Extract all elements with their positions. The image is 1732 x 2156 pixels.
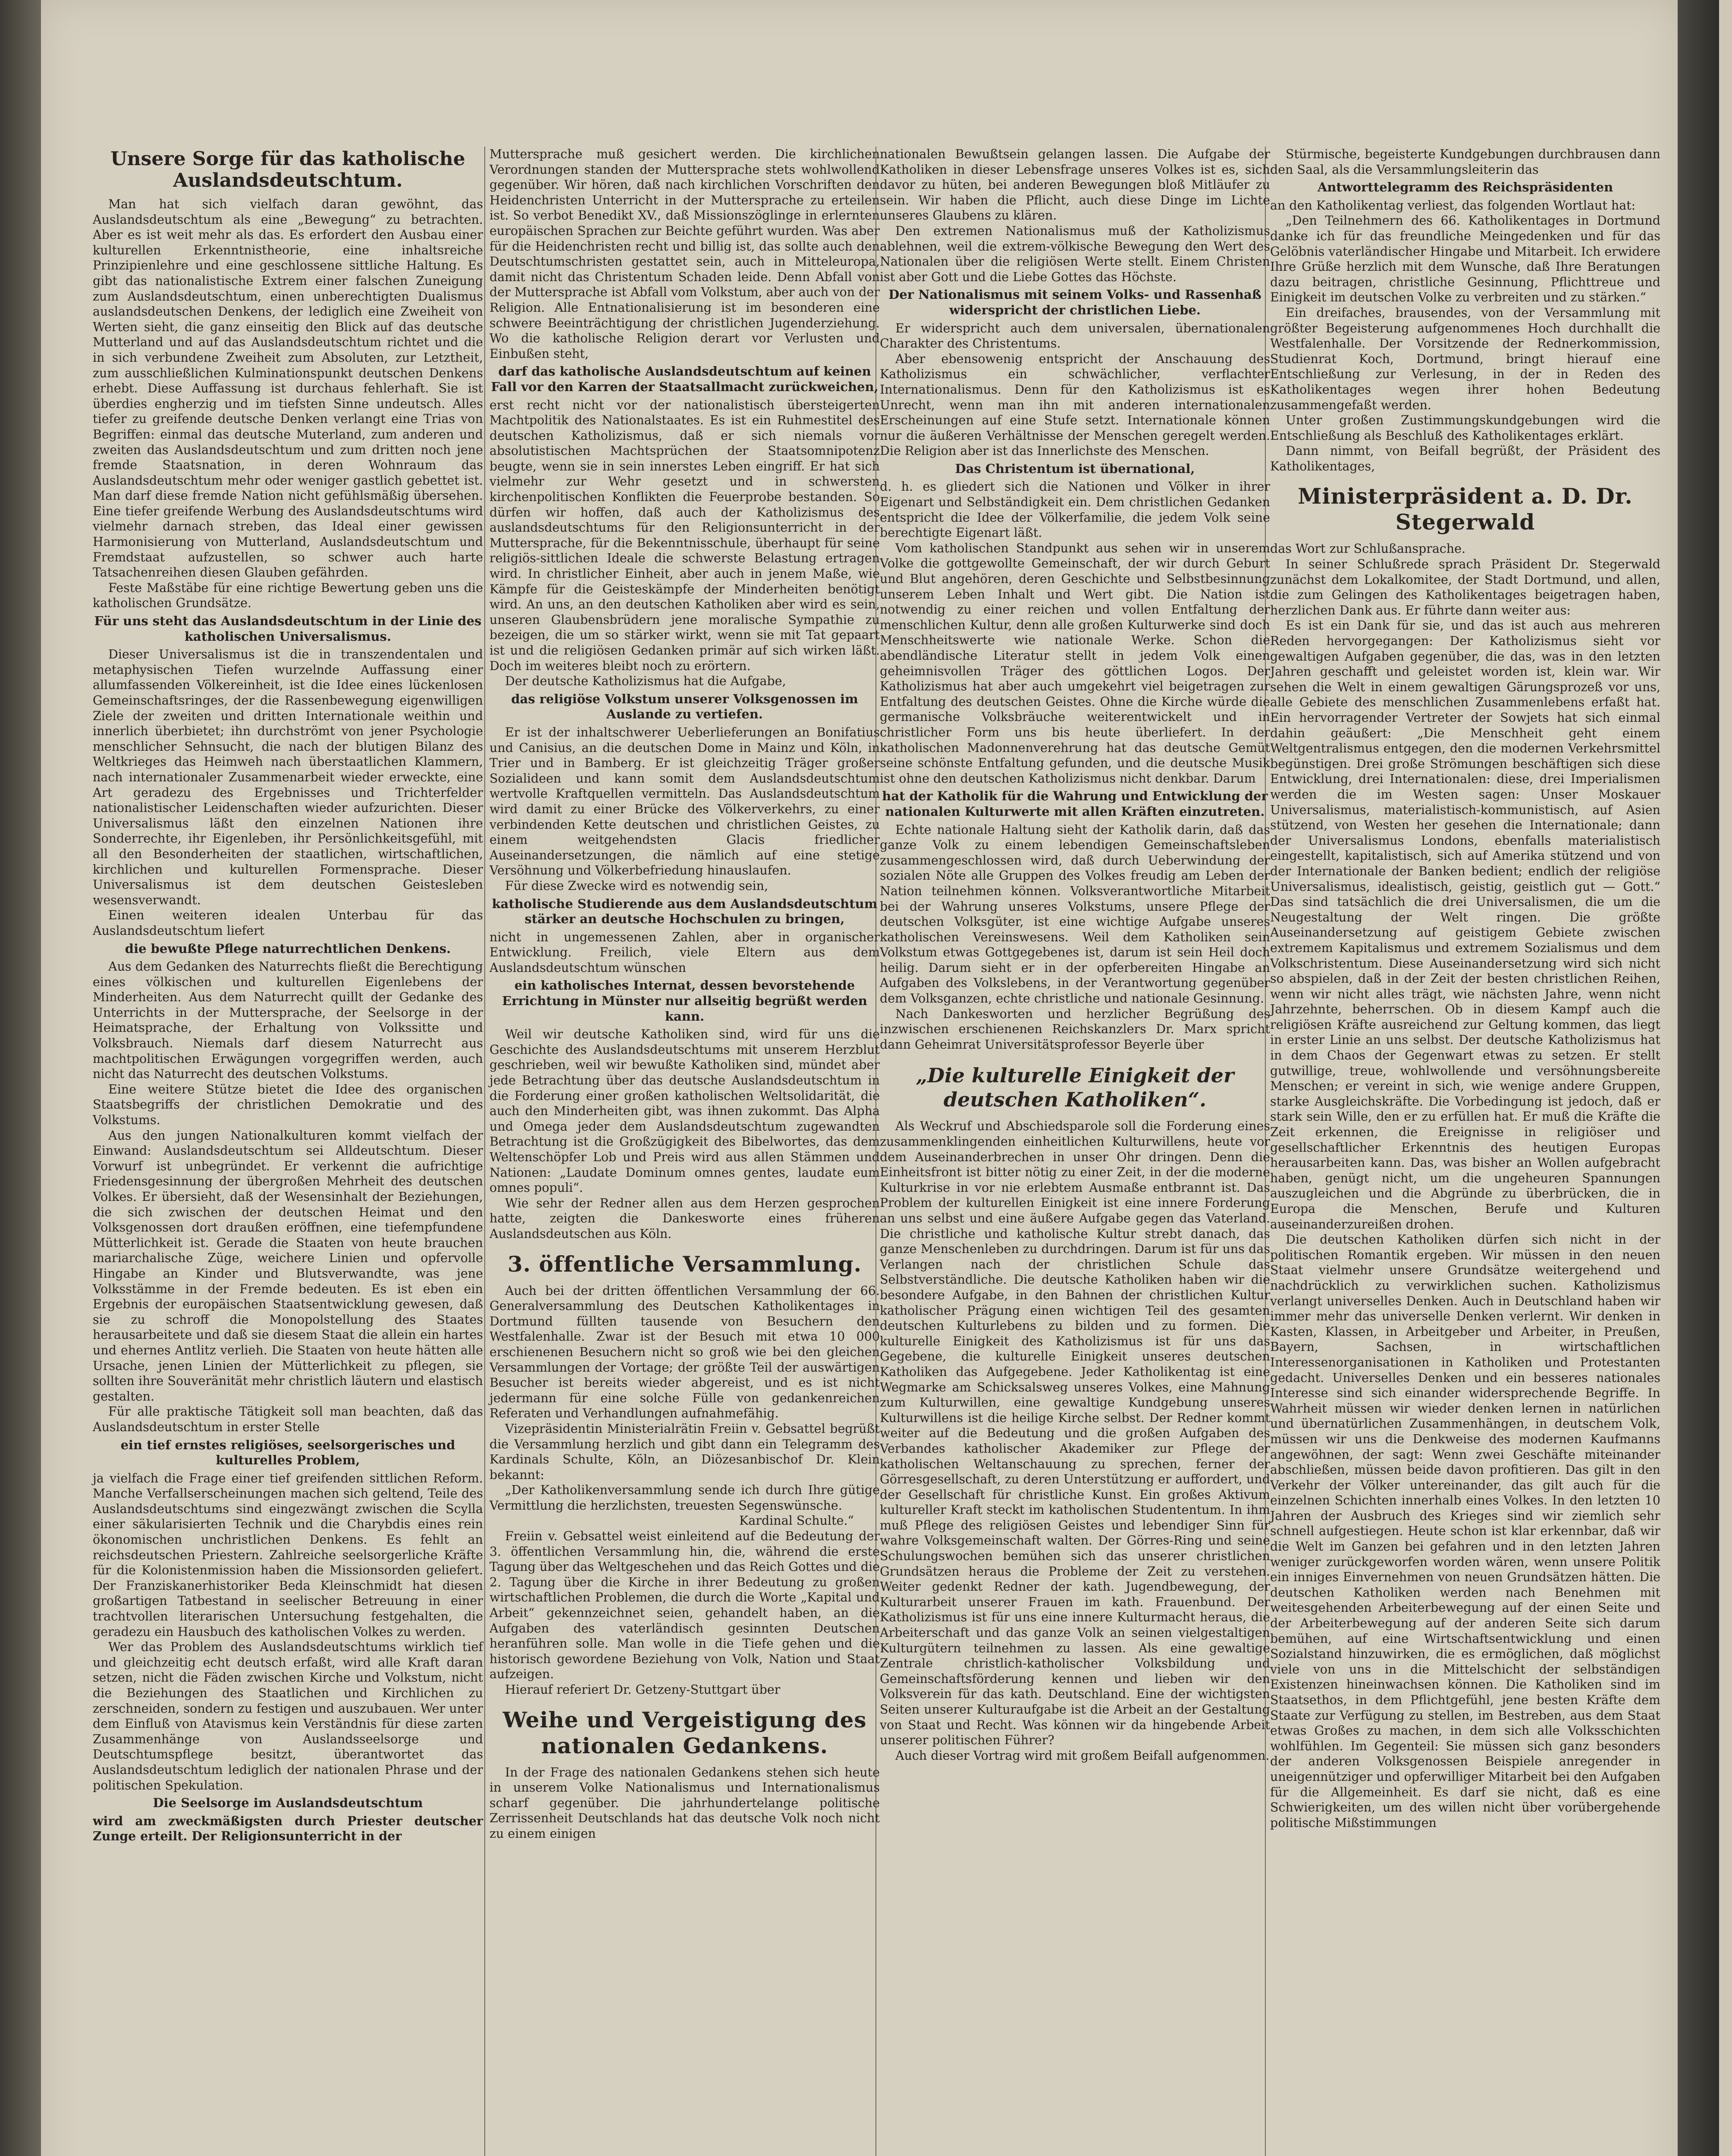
bold-subhead: Das Christentum ist übernational, bbox=[955, 461, 1195, 476]
paragraph: Er widerspricht auch dem universalen, übernationalen Charakter des Christentums. bbox=[880, 321, 1270, 351]
left-binding-shadow bbox=[0, 0, 41, 2156]
paragraph: an den Katholikentag verliest, das folgenden Wortlaut hat: bbox=[1270, 198, 1636, 213]
paragraph: das Wort zur Schlußansprache. bbox=[1270, 542, 1466, 556]
bold-subhead: hat der Katholik für die Wahrung und Entwicklung der nationalen Kulturwerte mit allen Kräften einzutreten. bbox=[882, 789, 1268, 819]
speaker-headline: Ministerpräsident a. D. Dr. Stegerwald bbox=[1298, 483, 1633, 535]
paragraph: Für diese Zwecke wird es notwendig sein, bbox=[505, 878, 769, 893]
bold-subhead: die bewußte Pflege naturrechtlichen Denkens. bbox=[125, 941, 451, 956]
section-headline: 3. öffentliche Versammlung. bbox=[507, 1251, 862, 1277]
paragraph: Wie sehr der Redner allen aus dem Herzen gesprochen hatte, zeigten die Dankesworte eines früheren Auslandsdeutschen aus Köln. bbox=[489, 1196, 880, 1241]
column-rule bbox=[484, 147, 485, 2156]
paragraph: erst recht nicht vor der nationalistisch übersteigerten Machtpolitik des Nationalstaates. Es ist ein Ruhmestitel des deutschen Katholizismus, daß er sich niemals vor absolutistischen Machtsprüchen der Staatsomnipotenz beugte, wenn sie in sein innerstes Leben eingriff. Er hat sich vielmehr zur Wehr gesetzt und in schwersten kirchenpolitischen Konflikten die Feuerprobe bestanden. So dürfen wir hoffen, daß auch der Katholizismus des auslandsdeutschtums für den Religionsunterricht in der Muttersprache, für die Bekenntnisschule, überhaupt für seine religiös-sittlichen Ideale die schwerste Belastung ertragen wird. In christlicher Einheit, aber auch in jenem Maße, wie Kämpfe für die Geisteskämpfe der Minderheiten benötigt wird. An uns, an den deutschen Katholiken aber wird es sein, unseren Glaubensbrüdern jene moralische Sympathie zu bezeigen, die um so stärker wirkt, wenn sie mit Tat gepaart ist und die religiösen Gedanken primär auf sich wirken läßt. Doch im weiteres bleibt noch zu erörtern. bbox=[489, 398, 880, 673]
paragraph: Aber ebensowenig entspricht der Anschauung des Katholizismus ein schwächlicher, verflachter Internationalismus. Denn für den Katholizismus ist es Unrecht, wenn man ihn mit anderen internationalen Erscheinungen auf eine Stufe setzt. Internationale können nur die äußeren Verhältnisse der Menschen geregelt werden. Die Religion aber ist das Innerlichste des Menschen. bbox=[880, 351, 1270, 458]
paragraph: Aus dem Gedanken des Naturrechts fließt die Berechtigung eines völkischen und kulturellen Eigenlebens der Minderheiten. Aus dem Naturrecht quillt der Gedanke des Unterrichts in der Muttersprache, der Seelsorge in der Heimatsprache, der Erhaltung von Volkssitte und Volksbrauch. Niemals darf diesem Naturrecht aus machtpolitischen Erwägungen vorgegriffen werden, auch nicht das Naturrecht des deutschen Volkstums. bbox=[93, 959, 483, 1081]
bold-subhead: Für uns steht das Auslandsdeutschtum in der Linie des katholischen Universalismus. bbox=[94, 614, 482, 644]
bold-subhead: katholische Studierende aus dem Auslandsdeutschtum stärker an deutsche Hochschulen zu bringen, bbox=[492, 896, 878, 927]
column-4 bbox=[1270, 147, 1660, 1830]
paragraph: Freiin v. Gebsattel weist einleitend auf die Bedeutung der 3. öffentlichen Versammlung hin, die, während die erste Tagung über das Weltgeschehen und das Reich Gottes und die 2. Tagung über die Kirche in ihrer Bedeutung zu großen wirtschaftlichen Problemen, die durch die Worte „Kapital und Arbeit“ gekennzeichnet seien, gehandelt haben, an die Aufgaben des vaterländisch gesinnten Deutschen heranführen solle. Man wolle in die Tiefe gehen und die historisch gewordene Beziehung von Volk, Nation und Staat aufzeigen. bbox=[489, 1529, 880, 1682]
paragraph: Feste Maßstäbe für eine richtige Bewertung geben uns die katholischen Grundsätze. bbox=[93, 580, 483, 611]
paragraph: nicht in ungemessenen Zahlen, aber in organischer Entwicklung. Freilich, viele Eltern aus dem Auslandsdeutschtum wünschen bbox=[489, 930, 880, 975]
bold-subhead: Der Nationalismus mit seinem Volks- und Rassenhaß widerspricht der christlichen Liebe. bbox=[888, 287, 1261, 317]
paragraph: Es ist ein Dank für sie, und das ist auch aus mehreren Reden hervorgegangen: Der Katholizismus sieht vor gewaltigen Aufgaben gegenüber, die das, was in den letzten Jahren geschafft und geleistet worden ist, klein war. Wir sehen die Welt in einem gewaltigen Gärungsprozeß vor uns, alle Gebiete des menschlichen Zusammenlebens erfaßt hat. Ein hervorragender Vertreter der Sowjets hat sich einmal dahin geäußert: „Die Menschheit geht einem Weltgentralismus entgegen, den die modernen Verkehrsmittel begünstigen. Drei große Strömungen beschäftigen sich diese Entwicklung, drei Internationalen: diese, drei Imperialismen werden die im Westen sagen: Unser Moskauer Universalismus, materialistisch-kommunistisch, auf Asien stützend, von Westen her gesehen die Internationale; dann der Universalismus Londons, ebenfalls materialistisch eingestellt, kapitalistisch, sich auf Amerika stützend und von der Internationale der Banken bedient; endlich der religiöse Universalismus, idealistisch, geistig, geistlich gut — Gott.“ Das sind tatsächlich die drei Universalismen, die um die Neugestaltung der Welt ringen. Die größte Auseinandersetzung auf geistigem Gebiete zwischen extremem Kapitalismus und extremem Sozialismus und dem Volkschristentum. Diese Auseinandersetzung wird sich nicht so abspielen, daß in der Zeit der besten christlichen Reihen, wenn wir nicht alles trägt, wie nächsten Jahre, wenn nicht Jahrzehnte, beherrschen. Ob in diesem Kampf auch die religiösen Kräfte ausreichend zur Geltung kommen, das liegt in erster Linie an uns selbst. Der deutsche Katholizismus hat in dem Chaos der Gegenwart etwas zu setzen. Er stellt gutwillige, treue, wohlwollende und versöhnungsbereite Menschen; er vereint in sich, wie wenige andere Gruppen, starke Ausgleichskräfte. Die Vorbedingung ist jedoch, daß er stark sein Wille, den er zu erfüllen hat. Er muß die Kräfte die Zeit erkennen, die Ereignisse in religiöser und gesellschaftlicher Erkenntnis des heutigen Europas herausarbeiten kann. Das, was bisher an Wollen aufgebracht haben, genügt nicht, um die ungeheuren Spannungen auszugleichen und die Abgründe zu überbrücken, die in Europa die Menschen, Berufe und Kulturen auseinanderzureißen drohen. bbox=[1270, 618, 1660, 1232]
telegram-quote: „Der Katholikenversammlung sende ich durch Ihre gütige Vermittlung die herzlichsten, treuesten Segenswünsche. bbox=[489, 1483, 880, 1513]
paragraph: Den extremen Nationalismus muß der Katholizismus ablehnen, weil die extrem-völkische Bewegung den Wert des Nationalen über die religiösen Werte stellt. Einem Christen ist aber Gott und die Liebe Gottes das Höchste. bbox=[880, 223, 1270, 284]
paragraph: ja vielfach die Frage einer tief greifenden sittlichen Reform. Manche Verfallserscheinungen machen sich geltend, Teile des Auslandsdeutschtums sind eingezwängt zwischen die Scylla einer säkularisierten Technik und die Charybdis eines rein ökonomischen unchristlichen Denkens. Es fehlt an reichsdeutschen Priestern. Zahlreiche seelsorgerliche Kräfte für die Kolonistenmission haben die Missionsorden geliefert. Der Franziskanerhistoriker Beda Kleinschmidt hat diesen großartigen Tatbestand in seelischer Betreuung in einer trachtvollen literarischen Untersuchung festgehalten, die geradezu ein Hausbuch des katholischen Volkes zu werden. bbox=[93, 1471, 483, 1639]
telegram-signature: Kardinal Schulte.“ bbox=[739, 1514, 854, 1528]
telegram-quote: „Den Teilnehmern des 66. Katholikentages in Dortmund danke ich für das freundliche Meingedenken und für das Gelöbnis vaterländischer Hingabe und Mitarbeit. Ich erwidere Ihre Grüße herzlich mit dem Wunsche, daß Ihre Beratungen dazu beitragen, christliche Gesinnung, Pflichttreue und Einigkeit im deutschen Volke zu verbreiten und zu stärken.“ bbox=[1270, 213, 1660, 305]
adjacent-page-edge bbox=[1719, 0, 1732, 2156]
paragraph: nationalen Bewußtsein gelangen lassen. Die Aufgabe der Katholiken in dieser Lebensfrage unseres Volkes ist es, sich davor zu hüten, bei anderen Bewegungen bloß Mitläufer zu sein. Wir haben die Pflicht, auch diese Dinge im Lichte unseres Glaubens zu klären. bbox=[880, 147, 1270, 223]
paragraph: Wer das Problem des Auslandsdeutschtums wirklich tief und gleichzeitig echt deutsch erfaßt, wird alle Kraft daran setzen, nicht die Fäden zwischen Kirche und Volkstum, nicht die Beziehungen des Staatlichen und Kirchlichen zu zerschneiden, sondern zu festigen und auszubauen. Wer unter dem Einfluß von Atavismus kein Verständnis für diese zarten Zusammenhänge von Auslandsseelsorge und Deutschtumspflege besitzt, überantwortet das Auslandsdeutschtum lediglich der nationalen Phrase und der politischen Spekulation. bbox=[93, 1640, 483, 1792]
column-3 bbox=[880, 147, 1270, 1763]
paragraph: Weil wir deutsche Katholiken sind, wird für uns die Geschichte des Auslandsdeutschtums mit unserem Herzblut geschrieben, weil wir bewußte Katholiken sind, mündet aber jede Betrachtung über das deutsche Auslandsdeutschtum in die Forderung einer großen katholischen Weltsolidarität, die auch den Minderheiten gibt, was ihnen zukommt. Das Alpha und Omega jeder dem Auslandsdeutschtum zugewandten Betrachtung ist die Großzügigkeit des Bibelwortes, das dem Weltenschöpfer Lob und Preis wird aus allen Stämmen und Nationen: „Laudate Dominum omnes gentes, laudate eum omnes populi“. bbox=[489, 1027, 880, 1195]
bold-subhead: ein katholisches Internat, dessen bevorstehende Errichtung in Münster nur allseitig begrüßt werden kann. bbox=[502, 978, 867, 1024]
lecture-headline: „Die kulturelle Einigkeit der deutschen Katholiken“. bbox=[916, 1064, 1234, 1112]
paragraph: Hierauf referiert Dr. Getzeny-Stuttgart über bbox=[505, 1683, 781, 1697]
paragraph: Man hat sich vielfach daran gewöhnt, das Auslandsdeutschtum als eine „Bewegung“ zu betrachten. Aber es ist weit mehr als das. Es erfordert den Ausbau einer kulturellen Erkenntnistheorie, eine inhaltsreiche Prinzipienlehre und eine geschlossene sittliche Haltung. Es gibt das nationalistische Extrem einer falschen Zuneigung zum Auslandsdeutschtum, einen unberechtigten Dualismus auslandsdeutschen Denkens, der lediglich eine Zweiheit von Werten sieht, die ganz einseitig den Blick auf das deutsche Mutterland und auf das Auslandsdeutschtum richtet und die in sich verbundene Zweiheit zum Absoluten, zur Letztheit, zum ausschließlichen Kulminationspunkt deutschen Denkens erhebt. Diese Auffassung ist durchaus fehlerhaft. Sie ist überdies engherzig und im tiefsten Sinne undeutsch. Alles tiefer zu greifende deutsche Denken verlangt eine Trias von Begriffen: einmal das deutsche Muterland, zum anderen und zweiten das Auslandsdeutschtum und zum dritten noch jene fremde Staatsnation, in deren Wohnraum das Auslandsdeutschtum mehr oder weniger gastlich gebettet ist. Man darf diese fremde Nation nicht gefühlsmäßig übersehen. Eine tiefer greifende Werbung des Auslandsdeutschtums wird vielmehr darnach streben, das Ideal einer gewissen Harmonisierung von Mutterland, Auslandsdeutschtum und Fremdstaat aufzustellen, so schwer auch harte Tatsachenreihen diesen Glauben gefährden. bbox=[93, 197, 483, 580]
paragraph: Vizepräsidentin Ministerialrätin Freiin v. Gebsattel begrüßt die Versammlung herzlich und gibt dann ein Telegramm des Kardinals Schulte, Köln, an Diözesanbischof Dr. Klein bekannt: bbox=[489, 1421, 880, 1482]
paragraph: Eine weitere Stütze bietet die Idee des organischen Staatsbegriffs der christlichen Demokratie und des Volkstums. bbox=[93, 1082, 483, 1128]
bold-subhead: Die Seelsorge im Auslandsdeutschtum bbox=[153, 1796, 423, 1811]
bold-subhead: ein tief ernstes religiöses, seelsorgerisches und kulturelles Problem, bbox=[120, 1437, 455, 1468]
paragraph: d. h. es gliedert sich die Nationen und Völker in ihrer Eigenart und Selbständigkeit ein. Dem christlichen Gedanken entspricht die Idee der Völkerfamilie, die jedem Volk seine berechtigte Eigenart läßt. bbox=[880, 479, 1270, 540]
column-1 bbox=[93, 147, 483, 1844]
paragraph-bold-tail: wird am zweckmäßigsten durch Priester deutscher Zunge erteilt. Der Religionsunterricht in der bbox=[93, 1813, 483, 1844]
paragraph: Dieser Universalismus ist die in transzendentalen und metaphysischen Tiefen wurzelnde Auffassung einer allumfassenden Völkereinheit, ist die Idee eines lückenlosen Gemeinschaftsringes, der die Rassenbewegung eigenwilligen Ziele der zweiten und dritten Internationale weithin und innerlich überbietet; ihn durchströmt von jener Psychologie menschlicher Sehnsucht, die nach der blutigen Bilanz des Weltkrieges das Heimweh nach überstaatlichen Klammern, nach internationaler Zusammenarbeit wieder erweckte, eine Art geradezu des Ergebnisses und Trichterfelder nationalistischer Leidenschaften wieder aufzurichten. Dieser Universalismus läßt den einzelnen Nationen ihre Sonderrechte, ihr Eigenleben, ihr Persönlichkeitsgefühl, mit all den Besonderheiten der staatlichen, wirtschaftlichen, kirchlichen und kulturellen Formensprache. Dieser Universalismus ist dem deutschen Geistesleben wesensverwandt. bbox=[93, 647, 483, 907]
bold-subhead: das religiöse Volkstum unserer Volksgenossen im Auslande zu vertiefen. bbox=[511, 691, 858, 722]
paragraph: Auch bei der dritten öffentlichen Versammlung der 66. Generalversammlung des Deutschen Katholikentages in Dortmund füllten tausende von Besuchern den Westfalenhalle. Zwar ist der Besuch mit etwa 10 000 erschienenen Besuchern nicht so groß wie bei den gleichen Versammlungen der Vortage; der größte Teil der auswärtigen Besucher ist bereits wieder abgereist, und es ist nicht jedermann für eine solche Fülle von gedankenreichen Referaten und Verhandlungen aufnahmefähig. bbox=[489, 1283, 880, 1421]
paragraph: In der Frage des nationalen Gedankens stehen sich heute in unserem Volke Nationalismus und Internationalismus scharf gegenüber. Die jahrhundertelange politische Zerrissenheit Deutschlands hat das deutsche Volk noch nicht zu einem einigen bbox=[489, 1765, 880, 1841]
paragraph: Muttersprache muß gesichert werden. Die kirchlichen Verordnungen standen der Muttersprache stets wohlwollend gegenüber. Wir hören, daß nach kirchlichen Vorschriften den Heidenchristen Unterricht in der Muttersprache zu erteilen ist. So verbot Benedikt XV., daß Missionszöglinge in erlernten europäischen Sprachen zur Beichte geführt wurden. Was aber für die Heidenchristen recht und billig ist, das sollte auch den Deutschtumschristen gestattet sein, auch in Mitteleuropa, damit nicht das Christentum Schaden leide. Denn Abfall von der Muttersprache ist Abfall vom Volkstum, aber auch von der Religion. Alle Entnationalisierung ist im besonderen eine schwere Beeinträchtigung der christlichen Jugenderziehung. Wo die katholische Religion derart vor Verlusten und Einbußen steht, bbox=[489, 147, 880, 361]
paragraph: Die deutschen Katholiken dürfen sich nicht in der politischen Romantik ergeben. Wir müssen in den neuen Staat vielmehr unsere Grundsätze weitergehend und nachdrücklich zu verwirklichen suchen. Katholizismus verlangt universelles Denken. Auch in Deutschland haben wir immer mehr das universelle Denken verlernt. Wir denken in Kasten, Klassen, in Arbeitgeber und Arbeiter, in Preußen, Bayern, Sachsen, in wirtschaftlichen Interessenorganisationen in Katholiken und Protestanten gedacht. Universelles Denken und ein besseres nationales Interesse sind sich einander widersprechende Begriffe. In Wahrheit müssen wir wieder denken lernen in natürlichen und übernatürlichen Zusammenhängen, in deutschem Volk, müssen wir uns die Denkweise des modernen Kaufmanns angewöhnen, der sagt: Wenn zwei Geschäfte miteinander abschließen, müssen beide davon profitieren. Das gilt in den Verkehr der Völker untereinander, das gilt auch für die einzelnen Schichten innerhalb eines Volkes. In den letzten 10 Jahren der Ausbruch des Krieges sind wir ziemlich sehr schnell aufgestiegen. Heute schon ist klar erkennbar, daß wir die Welt im Ganzen bei gefahren und in den letzten Jahren weniger zurückgeworfen worden wären, wenn unsere Politik ein inniges Einvernehmen von neuen Grundsätzen hätten. Die deutschen Katholiken werden nach Benehmen mit weitesgehenden Arbeiterbewegung auf der einen Seite und der Arbeiterbewegung auf der anderen Seite sich darum bemühen, auf eine Wirtschaftsentwicklung und einen Sozialstand hinzuwirken, die es ermöglichen, daß möglichst viele von uns in die Mittelschicht der selbständigen Existenzen hineinwachsen können. Die Katholiken sind im Staatsethos, in dem Pflichtgefühl, jene besten Kräfte dem Staate zur Verfügung zu stellen, im Bestreben, aus dem Staat etwas Großes zu machen, in dem sich alle Volksschichten wohlfühlen. Im Gegenteil: Sie müssen sich ganz besonders der anderen Volksgenossen Beispiele anregender in uneigennütziger und opferwilliger Mitarbeit bei den Aufgaben für die Allgemeinheit. Es darf sie nicht, daß es eine Schwierigkeiten, um des willen nicht über vorübergehende politische Mißstimmungen bbox=[1270, 1232, 1660, 1830]
paragraph: Echte nationale Haltung sieht der Katholik darin, daß das ganze Volk zu einem lebendigen Gemeinschaftsleben zusammengeschlossen wird, daß durch Ueberwindung der sozialen Nöte alle Gruppen des Volkes freudig am Leben der Nation teilnehmen können. Volksverantwortliche Mitarbeit bei der Wahrung unseres Volkstums, unsere Pflege der deutschen Volksgüter, ist eine wichtige Aufgabe unseres katholischen Vereinswesens. Weil dem Katholiken sein Volkstum etwas Gottgegebenes ist, darum ist sein Heil doch heilig. Darum sieht er in der opferbereiten Hingabe an Aufgaben des Volkslebens, in der Verantwortung gegenüber dem Volksganzen, echte christliche und nationale Gesinnung. bbox=[880, 822, 1270, 1006]
lecture-headline: Weihe und Vergeistigung des nationalen Gedankens. bbox=[502, 1707, 867, 1758]
paragraph: In seiner Schlußrede sprach Präsident Dr. Stegerwald zunächst dem Lokalkomitee, der Stadt Dortmund, und allen, die zum Gelingen des Katholikentages beigetragen haben, herzlichen Dank aus. Er führte dann weiter aus: bbox=[1270, 557, 1660, 617]
paragraph: Der deutsche Katholizismus hat die Aufgabe, bbox=[505, 674, 786, 689]
bold-subhead: darf das katholische Auslandsdeutschtum auf keinen Fall vor den Karren der Staatsallmacht zurückweichen, bbox=[491, 364, 879, 394]
column-2 bbox=[489, 147, 880, 1842]
paragraph: Vom katholischen Standpunkt aus sehen wir in unserem Volke die gottgewollte Gemeinschaft, der wir durch Geburt und Blut angehören, deren Geschichte und Selbstbesinnung unserem Leben Inhalt und Wert gibt. Die Nation ist notwendig zu einer reichen und vollen Entfaltung der menschlichen Kultur, denn alle großen Kulturwerke sind doch Menschheitswerte wie nationale Werke. Schon die abendländische Literatur stellt in jedem Volk einen geheimnisvollen Träger des göttlichen Logos. Der Katholizismus hat aber auch umgekehrt viel beigetragen zur Entfaltung des deutschen Geistes. Ohne die Kirche würde die germanische Volksbräuche weiterentwickelt und in christlicher Form uns bis heute überliefert. In der katholischen Madonnenverehrung hat das deutsche Gemüt seine schönste Entfaltung gefunden, und die deutsche Musik ist ohne den deutschen Katholizismus nicht denkbar. Darum bbox=[880, 541, 1270, 786]
paragraph: Stürmische, begeisterte Kundgebungen durchbrausen dann den Saal, als die Versammlungsleiterin das bbox=[1270, 147, 1660, 177]
paragraph: Als Weckruf und Abschiedsparole soll die Forderung eines zusammenklingenden einheitlichen Kulturwillens, heute vor dem Auseinanderbrechen in unser Ohr dringen. Denn die Einheitsfront ist bitter nötig zu einer Zeit, in der die moderne Kulturkrise in vor nie erlebtem Ausmaße entbrannt ist. Das Problem der kulturellen Einigkeit ist eine innere Forderung an uns selbst und eine äußere Aufgabe gegen das Vaterland. Die christliche und katholische Kultur strebt danach, das ganze Menschenleben zu durchdringen. Darum ist für uns das Verlangen nach der christlichen Schule das Selbstverständliche. Die deutsche Katholiken haben wir die besondere Aufgabe, in den Bahnen der christlichen Kultur katholischer Prägung einen wichtigen Teil des gesamten deutschen Kulturlebens zu bilden und zu formen. Die kulturelle Einigkeit des Katholizismus ist für uns das Gegebene, die kulturelle Einigkeit unseres deutschen Katholiken das Aufgegebene. Jeder Katholikentag ist eine Wegmarke am Schicksalsweg unseres Volkes, eine Mahnung zum Kulturwillen, eine gewaltige Kundgebung unseres Kulturwillens ist die heilige Kirche selbst. Der Redner kommt weiter auf die Bedeutung und die großen Aufgaben des Verbandes katholischer Akademiker zur Pflege der katholischen Weltanschauung zu sprechen, ferner der Görresgesellschaft, zu deren Unterstützung er auffordert, und der Gesellschaft für christliche Kunst. Ein großes Aktivum kultureller Kraft steckt im katholischen Studententum. In ihm muß Pflege des religiösen Geistes und lebendiger Sinn für wahre Volksgemeinschaft walten. Der Görres-Ring und seine Schulungswochen bemühen sich das unserer christlichen Grundsätzen heraus die Probleme der Zeit zu verstehen. Weiter gedenkt Redner der kath. Jugendbewegung, der Kulturarbeit unserer Frauen im kath. Frauenbund. Der Katholizismus ist für uns eine innere Kulturmacht heraus, die Arbeiterschaft und das ganze Volk an seinen vielgestaltigen Kulturgütern teilnehmen zu lassen. Als eine gewaltige Zentrale christlich-katholischer Volksbildung und Gemeinschaftsförderung kennen und lieben wir den Volksverein für das kath. Deutschland. Eine der wichtigsten Seiten unserer Kulturaufgabe ist die Arbeit an der Gestaltung von Staat und Recht. Was können wir da hingebende Arbeit unserer politischen Führer? bbox=[880, 1119, 1270, 1748]
bold-subhead: Antworttelegramm des Reichspräsidenten bbox=[1317, 180, 1613, 195]
article-headline: Unsere Sorge für das katholische Auslandsdeutschtum. bbox=[110, 148, 465, 191]
paragraph: Für alle praktische Tätigkeit soll man beachten, daß das Auslandsdeutschtum in erster Stelle bbox=[93, 1404, 483, 1434]
paragraph: Nach Dankesworten und herzlicher Begrüßung des inzwischen erschienenen Reichskanzlers Dr. Marx spricht dann Geheimrat Universitätsprofessor Beyerle über bbox=[880, 1006, 1270, 1052]
paragraph: Unter großen Zustimmungskundgebungen wird die Entschließung als Beschluß des Katholikentages erklärt. bbox=[1270, 413, 1660, 443]
paragraph: Dann nimmt, von Beifall begrüßt, der Präsident des Katholikentages, bbox=[1270, 444, 1660, 473]
paragraph: Einen weiteren idealen Unterbau für das Auslandsdeutschtum liefert bbox=[93, 908, 483, 938]
paragraph: Er ist der inhaltschwerer Ueberlieferungen an Bonifatius und Canisius, an die deutschen Dome in Mainz und Köln, in Trier und in Bamberg. Er ist gleichzeitig Träger großer Sozialideen und kann somit dem Auslandsdeutschtum wertvolle Kraftquellen vermitteln. Das Auslandsdeutschtum wird damit zu einer Brücke des Völkerverkehrs, zu einer verbindenden Kette deutschen und christlichen Geistes, zu einem weitgehendsten Glacis friedlicher Auseinandersetzungen, die nämlich auf eine stetige Versöhnung und Völkerbefriedung hinauslaufen. bbox=[489, 725, 880, 878]
paragraph: Auch dieser Vortrag wird mit großem Beifall aufgenommen. bbox=[895, 1748, 1270, 1763]
paragraph: Ein dreifaches, brausendes, von der Versammlung mit größter Begeisterung aufgenommenes Hoch durchhallt die Westfalenhalle. Der Vorsitzende der Rednerkommission, Studienrat Koch, Dortmund, bringt hierauf eine Entschließung zur Verlesung, in der in Reden des Katholikentages wegen ihrer hohen Bedeutung zusammengefaßt werden. bbox=[1270, 305, 1660, 412]
paragraph: Aus den jungen Nationalkulturen kommt vielfach der Einwand: Auslandsdeutschtum sei Alldeutschtum. Dieser Vorwurf ist unbegründet. Er verkennt die aufrichtige Friedensgesinnung der übergroßen Mehrheit des deutschen Volkes. Er übersieht, daß der Wesensinhalt der Beziehungen, die sich zwischen der deutschen Heimat und den Volksgenossen dort draußen eröffnen, eine tiefempfundene Mütterlichkeit ist. Gerade die Staaten von heute brauchen mariarchalische Züge, weichere Linien und opfervolle Hingabe an Kinder und Blutsverwandte, was jene Volksstämme in der Fremde bedeuten. Es ist eben ein Ergebnis der europäischen Staatsentwicklung gewesen, daß sie zu schroff die Monopolstellung des Staates herausarbeitete und daß sie diesem Staat die allein ein hartes und ehernes Antlitz verlieh. Die Staaten von heute hätten alle Ursache, jenen Linien der Mütterlichkeit zu pflegen, sie sollten ihre Souveränität mehr christlich läutern und elastisch gestalten. bbox=[93, 1128, 483, 1404]
